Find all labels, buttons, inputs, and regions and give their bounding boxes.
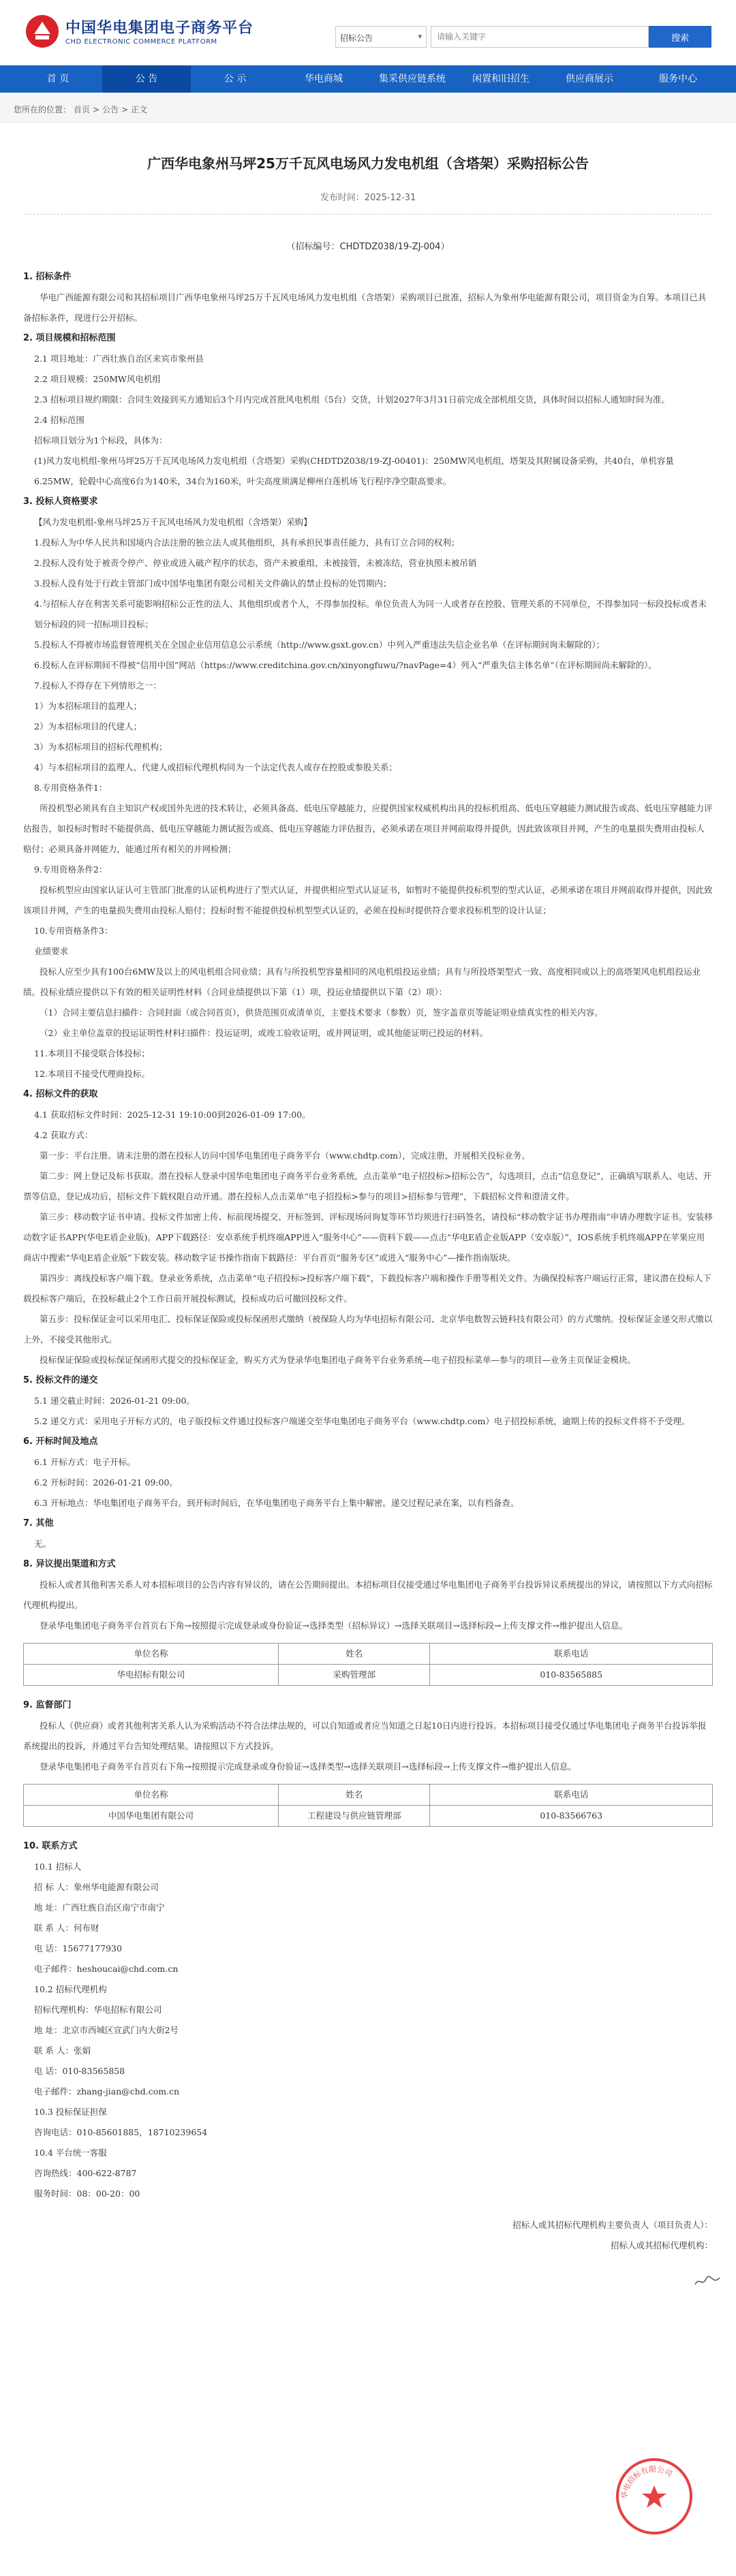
table-cell: 010-83565885 (430, 1665, 713, 1686)
breadcrumb (0, 93, 736, 123)
breadcrumb-sep: > (93, 105, 100, 114)
section-heading: 10. 联系方式 (23, 1841, 78, 1851)
section-heading: 5. 投标文件的递交 (23, 1375, 98, 1385)
table-row (24, 1806, 713, 1827)
body-paragraph: 电子邮件：zhang-jian@chd.com.cn (34, 2086, 180, 2096)
signature-line-2: 招标人或其招标代理机构： (610, 2240, 713, 2250)
body-paragraph: 10.4 平台统一客服 (34, 2148, 107, 2158)
body-paragraph: 招标代理机构：华电招标有限公司 (34, 2005, 162, 2015)
body-paragraph: 地 址：北京市西城区宣武门内大街2号 (34, 2025, 179, 2035)
nav-mall[interactable]: 华电商城 (305, 74, 343, 84)
body-paragraph: 2.2 项目规模：250MW风电机组 (34, 374, 161, 384)
section-heading: 3. 投标人资格要求 (23, 497, 98, 507)
table-header-cell: 单位名称 (24, 1644, 279, 1665)
body-paragraph: 10.专用资格条件3： (34, 926, 113, 936)
page-title: 广西华电象州马坪25万千瓦风电场风力发电机组（含塔架）采购招标公告 (147, 155, 589, 172)
body-paragraph: 10.2 招标代理机构 (34, 1984, 107, 1994)
body-paragraph: 业绩要求 (34, 946, 69, 956)
body-mid (23, 1695, 713, 1777)
body-paragraph: 第三步：移动数字证书申请。投标文件加密上传、标前现场提交、开标签到、评标现场问询复等环节均须进行扫码签名，请投标“移动数字证书办理指南”申请办理数字证书。安装移动数字证书APP(华电E盾企业版)。APP下载路径：安卓系统手机终端APP进入“服务中心”——资料下载——点击“华电E盾企业版APP（安卓版）”，IOS系统手机终端APP在苹果应用商店中搜索“华电E盾企业版”下载安装。移动数字证书操作指南下载路径：平台首页“服务专区”或进入“服务中心”—操作指南版块。 (23, 1212, 713, 1263)
body-paragraph: 联 系 人：何布财 (34, 1923, 99, 1933)
body-paragraph: 5.投标人不得被市场监督管理机关在全国企业信用信息公示系统（http://www.gsxt.gov.cn）中列入严重违法失信企业名单（在评标期间询未解除的）； (34, 640, 605, 650)
announcement-number: （招标编号：CHDTDZ038/19-ZJ-004） (286, 242, 450, 252)
body-paragraph: 4）与本招标项目的监理人、代建人或招标代理机构同为一个法定代表人或存在控股或参股关系； (34, 762, 397, 772)
body-paragraph: （1）合同主要信息扫描件：合同封面（或合同首页），供货范围页或清单页，主要技术要求（参数）页，签字盖章页等能证明业绩真实性的相关内容。 (40, 1007, 603, 1018)
body-paragraph: 招 标 人：象州华电能源有限公司 (34, 1882, 159, 1892)
section-heading: 2. 项目规模和招标范围 (23, 333, 116, 343)
table-cell: 华电招标有限公司 (24, 1665, 279, 1686)
body-paragraph: 所投机型必须具有自主知识产权或国外先进的技术转让，必须具备高、低电压穿越能力，应提供国家权威机构出具的投标机组高、低电压穿越能力测试报告或高、低电压穿越能力评估报告，如投标时暂时不能提供高、低电压穿越能力测试报告或高、低电压穿越能力评估报告，必须承诺在项目并网前取得并提供，因此致该项目并网，产生的电量损失费用由投标人赔付；必须具备并网能力，能通过所有相关的并网检测； (23, 803, 713, 854)
breadcrumb-home[interactable]: 首页 (74, 105, 91, 114)
body-paragraph: 投标人（供应商）或者其他利害关系人认为采购活动不符合法律法规的，可以自知道或者应当知道之日起10日内进行投诉。本招标项目接受仅通过华电集团电子商务平台投诉举报系统提出的投诉，并通过平台告知处理结果。请按照以下方式投诉。 (23, 1721, 707, 1751)
nav-service-center[interactable]: 服务中心 (659, 74, 697, 84)
table-cell: 中国华电集团有限公司 (24, 1806, 279, 1827)
body-paragraph: 招标项目划分为1个标段，具体为： (34, 435, 168, 445)
body-paragraph: 第五步：投标保证金可以采用电汇、投标保证保险或投标保函形式缴纳（被保险人均为华电招标有限公司、北京华电数智云链科技有限公司）的方式缴纳。投标保证金递交形式缴以上外，不接受其他形式。 (23, 1314, 713, 1345)
body-paragraph: 服务时间：08：00-20：00 (34, 2188, 140, 2199)
body-paragraph: 华电广西能源有限公司和其招标项目广西华电象州马坪25万千瓦风电场风力发电机组（含塔架）采购项目已批准，招标人为象州华电能源有限公司，项目资金为自筹。本项目已具备招标条件，现进行公开招标。 (23, 292, 707, 323)
chevron-down-icon: ▾ (418, 32, 422, 41)
body-paragraph: 4.2 获取方式： (34, 1130, 93, 1140)
body-paragraph: 2.3 招标项目规约期限：合同生效接到买方通知后3个月内完成首批风电机组（5台）交货，计划2027年3月31日前完成全部机组交货，具体时间以招标人通知时间为准。 (34, 394, 670, 405)
official-seal-icon (613, 2455, 695, 2537)
body-paragraph: 投标保证保险或投标保证保函形式提交的投标保证金，购买方式为登录华电集团电子商务平台业务系统—电子招投标菜单—参与的项目—业务主页保证金模块。 (40, 1355, 637, 1365)
search-type-select[interactable] (335, 26, 427, 48)
body-paragraph: 9.专用资格条件2： (34, 864, 108, 875)
section-heading: 4. 招标文件的获取 (23, 1089, 98, 1099)
publish-date: 发布时间：2025-12-31 (23, 190, 713, 215)
signature-line-1: 招标人或其招标代理机构主要负责人（项目负责人）： (512, 2220, 713, 2230)
body-paragraph: 5.2 递交方式：采用电子开标方式的，电子版投标文件通过投标客户端递交至华电集团电子商务平台（www.chdtp.com）电子招投标系统，逾期上传的投标文件将不予受理。 (34, 1416, 690, 1426)
table-cell: 010-83566763 (430, 1806, 713, 1827)
signature-block (23, 2215, 713, 2256)
search-type-value: 招标公告 (340, 33, 373, 43)
handwritten-signature-icon (694, 2274, 721, 2289)
body-paragraph: 投标机型应由国家认证认可主管部门批准的认证机构进行了型式认证，并提供相应型式认证证书，如暂时不能提供投标机型的型式认证，必须承诺在项目并网前取得并提供，因此致该项目并网，产生的电量损失费用由投标人赔付；投标时暂不能提供投标机型型式认证的，必须在投标时提供符合要求投标机型的设计认证； (23, 885, 713, 915)
body-paragraph: 1.投标人为中华人民共和国境内合法注册的独立法人或其他组织，具有承担民事责任能力，具有订立合同的权利； (34, 537, 460, 548)
body-paragraph: 地 址：广西壮族自治区南宁市南宁 (34, 1902, 165, 1913)
table-header-row (24, 1644, 713, 1665)
body-paragraph: 3.投标人没有处于行政主管部门或中国华电集团有限公司相关文件确认的禁止投标的处罚期内； (34, 578, 392, 588)
body-paragraph: 1）为本招标项目的监理人； (34, 701, 142, 711)
body-tail (23, 1836, 713, 2204)
chd-logo-icon[interactable] (25, 14, 60, 49)
body-paragraph: 11.本项目不接受联合体投标； (34, 1048, 150, 1058)
body-paragraph: 电 话：15677177930 (34, 1943, 122, 1953)
logo-subtitle: CHD ELECTRONIC COMMERCE PLATFORM (65, 38, 217, 46)
body-paragraph: 第四步：离线投标客户端下载。登录业务系统，点击菜单“电子招投标>投标客户端下载”，下载投标客户端和操作手册等相关文件。为确保投标客户端运行正常，建议潜在投标人下载投标客户端后，在投标截止2个工作日前开展投标测试，投标成功后可撤回投标文件。 (23, 1273, 711, 1304)
table-header-cell: 联系电话 (430, 1644, 713, 1665)
body-main (23, 267, 713, 1636)
body-paragraph: 电 话：010-83565858 (34, 2066, 125, 2076)
body-paragraph: 2.1 项目地址：广西壮族自治区来宾市象州县 (34, 354, 204, 364)
table-cell: 采购管理部 (279, 1665, 430, 1686)
body-paragraph: 4.与招标人存在利害关系可能影响招标公正性的法人、其他组织或者个人，不得参加投标。单位负责人为同一人或者存在控股、管理关系的不同单位，不得参加同一标段投标或者未划分标段的同一招标项目投标； (34, 599, 707, 629)
nav-idle-items[interactable]: 闲置和旧招生 (472, 74, 530, 84)
table-header-cell: 姓名 (279, 1644, 430, 1665)
article (0, 123, 736, 2256)
section-heading: 6. 开标时间及地点 (23, 1436, 98, 1447)
nav-supply-chain[interactable]: 集采供应链系统 (379, 74, 446, 84)
body-paragraph: 【风力发电机组-象州马坪25万千瓦风电场风力发电机组（含塔架）采购】 (34, 517, 312, 527)
body-paragraph: 咨询电话：010-85601885，18710239654 (34, 2127, 208, 2137)
body-paragraph: 5.1 递交截止时间：2026-01-21 09:00。 (34, 1396, 195, 1406)
section-heading: 1. 招标条件 (23, 272, 72, 282)
nav-announcements[interactable]: 公 告 (102, 65, 191, 93)
body-paragraph: 投标人应至少具有100台6MW及以上的风电机组合同业绩；具有与所投机型容量相同的风电机组投运业绩；具有与所投塔架型式一致、高度相同或以上的高塔架风电机组投运业绩。投标业绩应提供以下有效的相关证明性材料（合同业绩提供以下第（1）项，投运业绩提供以下第（2）项）： (23, 967, 701, 997)
logo-title[interactable]: 中国华电集团电子商务平台 (65, 20, 254, 37)
body-paragraph: 3）为本招标项目的招标代理机构； (34, 742, 168, 752)
body-paragraph: 登录华电集团电子商务平台首页右下角→按照提示完成登录或身份验证→选择类型→选择关联项目→选择标段→上传支撑文件→维护提出人信息。 (40, 1761, 577, 1772)
body-paragraph: 12.本项目不接受代理商投标。 (34, 1069, 150, 1079)
body-paragraph: 2.4 招标范围 (34, 415, 85, 425)
breadcrumb-section[interactable]: 公告 (102, 105, 119, 114)
table-header-cell: 联系电话 (430, 1785, 713, 1806)
article-body (23, 267, 713, 2256)
body-paragraph: (1)风力发电机组-象州马坪25万千瓦风电场风力发电机组（含塔架）采购(CHDTDZ038/19-ZJ-00401)：250MW风电机组，塔架及其附属设备采购，共40台，单机容量6.25MW，轮毂中心高度6台为140米，34台为160米，叶尖高度须满足柳州白莲机场飞行程序净空限高要求。 (34, 456, 674, 486)
body-paragraph: 联 系 人：张娟 (34, 2045, 91, 2056)
table-cell: 工程建设与供应链管理部 (279, 1806, 430, 1827)
breadcrumb-prefix: 您所在的位置： (14, 105, 72, 114)
body-paragraph: 10.1 招标人 (34, 1862, 82, 1872)
main-nav (0, 65, 736, 93)
body-paragraph: 10.3 投标保证担保 (34, 2107, 107, 2117)
body-paragraph: 2）为本招标项目的代建人； (34, 721, 142, 732)
search-input[interactable] (431, 26, 649, 48)
table-header-cell: 单位名称 (24, 1785, 279, 1806)
section-heading: 7. 其他 (23, 1518, 54, 1528)
body-paragraph: 6.2 开标时间：2026-01-21 09:00。 (34, 1477, 178, 1488)
body-paragraph: 无。 (34, 1539, 52, 1549)
body-paragraph: 投标人或者其他利害关系人对本招标项目的公告内容有异议的，请在公告期间提出。本招标项目仅接受通过华电集团电子商务平台投诉异议系统提出的异议，请按照以下方式向招标代理机构提出。 (23, 1580, 713, 1610)
body-paragraph: 6.3 开标地点：华电集团电子商务平台。到开标时间后，在华电集团电子商务平台上集中解密。递交过程记录在案，以有档备查。 (34, 1498, 519, 1508)
body-paragraph: 第二步：网上登记及标书获取。潜在投标人登录中国华电集团电子商务平台业务系统，点击菜单“电子招投标>招标公告”，勾选项目，点击“信息登记”，正确填写联系人、电话、开票等信息，登记成功后，招标文件下载权限自动开通。潜在投标人点击菜单“电子招投标>参与的项目>招标参与管理”，下载招标文件和澄清文件。 (23, 1171, 712, 1201)
site-header (0, 0, 736, 65)
body-paragraph: 6.1 开标方式：电子开标。 (34, 1457, 136, 1467)
table-header-row (24, 1785, 713, 1806)
nav-suppliers[interactable]: 供应商展示 (566, 74, 613, 84)
table-row (24, 1665, 713, 1686)
table-header-cell: 姓名 (279, 1785, 430, 1806)
nav-home[interactable]: 首 页 (46, 74, 70, 84)
section-heading: 8. 异议提出渠道和方式 (23, 1559, 116, 1569)
breadcrumb-current: 正文 (131, 105, 148, 114)
nav-publicity[interactable]: 公 示 (224, 74, 247, 84)
supervision-contact-table (23, 1784, 713, 1827)
body-paragraph: 2.投标人没有处于被责令停产、停业或进入破产程序的状态，资产未被重组、未被接管，未被冻结，营业执照未被吊销 (34, 558, 477, 568)
section-heading: 9. 监督部门 (23, 1700, 72, 1710)
body-paragraph: 6.投标人在评标期间不得被“信用中国”网站（https://www.creditchina.gov.cn/xinyongfuwu/?navPage=4）列入“严重失信主体名单”（在评标期间尚未解除的）。 (34, 660, 657, 670)
body-paragraph: 电子邮件：heshoucai@chd.com.cn (34, 1964, 179, 1974)
body-paragraph: 咨询热线：400-622-8787 (34, 2168, 137, 2178)
body-paragraph: （2）业主单位盖章的投运证明性材料扫描件：投运证明，或竣工验收证明，或并网证明，或其他能证明已投运的材料。 (40, 1028, 488, 1038)
breadcrumb-sep: > (121, 105, 129, 114)
objection-contact-table (23, 1643, 713, 1686)
search-button[interactable]: 搜索 (649, 26, 711, 48)
body-paragraph: 登录华电集团电子商务平台首页右下角→按照提示完成登录或身份验证→选择类型（招标异议）→选择关联项目→选择标段→上传支撑文件→维护提出人信息。 (40, 1620, 628, 1631)
seal-text: 华电招标有限公司 (619, 2464, 674, 2500)
body-paragraph: 8.专用资格条件1： (34, 783, 108, 793)
body-paragraph: 4.1 获取招标文件时间：2025-12-31 19:10:00到2026-01-09 17:00。 (34, 1110, 311, 1120)
body-paragraph: 7.投标人不得存在下列情形之一： (34, 680, 162, 691)
body-paragraph: 第一步：平台注册。请未注册的潜在投标人访问中国华电集团电子商务平台（www.chdtp.com），完成注册，开展相关投标业务。 (40, 1150, 530, 1161)
